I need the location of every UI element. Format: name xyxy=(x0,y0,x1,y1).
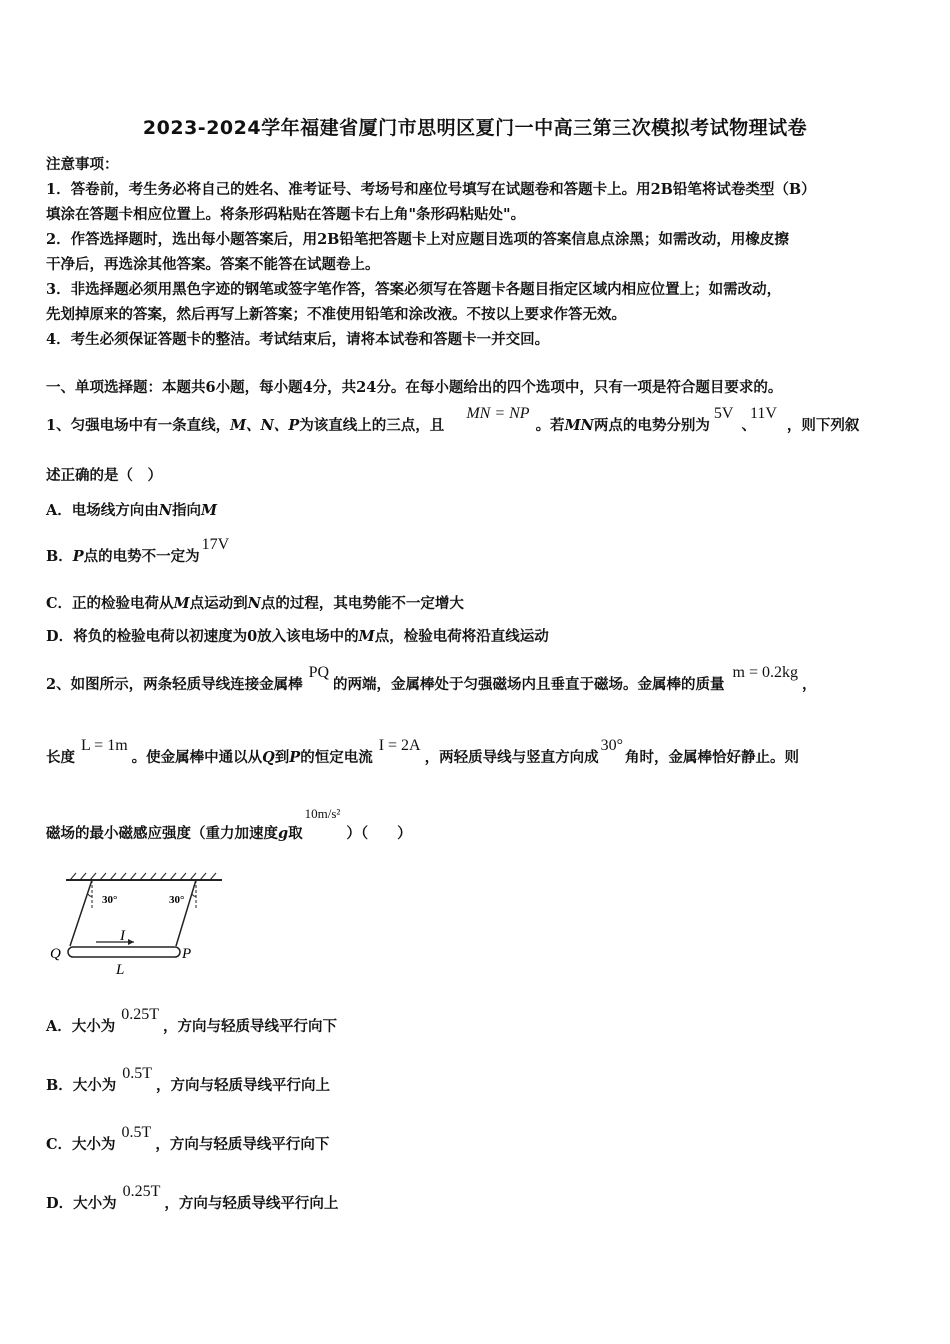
label-i: I xyxy=(120,928,125,944)
question-2-stem-cont2: 磁场的最小磁感应强度（重力加速度g取10m/s²）（ ） xyxy=(46,806,412,842)
q2-option-a-value: 0.25T xyxy=(121,1006,160,1023)
q1-option-b-value: 17V xyxy=(201,536,230,553)
q1-text: 、 xyxy=(741,417,756,434)
q1-text: 1、匀强电场中有一条直线， xyxy=(46,417,231,434)
q2-option-b: B．大小为0.5T，方向与轻质导线平行向上 xyxy=(46,1065,331,1094)
left-angle-arc xyxy=(88,894,92,896)
section-heading: 一、单项选择题：本题共6小题，每小题4分，共24分。在每小题给出的四个选项中，只有一项是符合题目要求的。 xyxy=(46,379,783,396)
notice-heading: 注意事项： xyxy=(46,156,119,173)
metal-rod xyxy=(68,947,180,957)
q2-option-c-value: 0.5T xyxy=(121,1124,152,1141)
q1-option-d: D．将负的检验电荷以初速度为0放入该电场中的M点，检验电荷将沿直线运动 xyxy=(46,628,549,645)
angle-left-label: 30° xyxy=(102,894,118,906)
q2-angle: 30° xyxy=(600,737,624,754)
angle-right-label: 30° xyxy=(169,894,185,906)
q2-option-c: C．大小为0.5T，方向与轻质导线平行向下 xyxy=(46,1124,330,1153)
q1-formula: MN = NP xyxy=(466,405,530,422)
q2-option-a: A．大小为0.25T，方向与轻质导线平行向下 xyxy=(46,1006,338,1035)
label-p: P xyxy=(182,946,192,962)
right-wire xyxy=(176,880,196,946)
question-1-stem-cont: 述正确的是（ ） xyxy=(46,467,162,484)
q2-current: I = 2A xyxy=(378,737,421,754)
notice-line: 2．作答选择题时，选出每小题答案后，用2B铅笔把答题卡上对应题目选项的答案信息点涂黑；如需改动，用橡皮擦 xyxy=(46,231,789,248)
notice-line: 干净后，再选涂其他答案。答案不能答在试题卷上。 xyxy=(46,256,380,273)
q1-points: M、N、P xyxy=(230,417,300,434)
q1-potential-n: 11V xyxy=(749,405,777,422)
q2-option-d: D．大小为0.25T，方向与轻质导线平行向上 xyxy=(46,1183,339,1212)
q2-option-b-value: 0.5T xyxy=(122,1065,153,1082)
question-2-stem-cont: 长度L = 1m。使金属棒中通以从Q到P的恒定电流I = 2A，两轻质导线与竖直方向成30°角时，金属棒恰好静止。则 xyxy=(46,737,800,766)
notice-line: 先划掉原来的答案，然后再写上新答案；不准使用铅笔和涂改液。不按以上要求作答无效。 xyxy=(46,306,626,323)
label-l: L xyxy=(116,962,125,978)
notice-line: 填涂在答题卡相应位置上。将条形码粘贴在答题卡右上角"条形码粘贴处"。 xyxy=(46,206,526,223)
q2-rod-label: PQ xyxy=(308,664,330,681)
q1-option-a: A．电场线方向由N指向M xyxy=(46,502,218,519)
q2-length: L = 1m xyxy=(81,737,128,754)
q1-text: 两点的电势分别为 xyxy=(593,417,710,434)
q1-potential-m: 5V xyxy=(713,405,734,422)
q1-option-b: B．P点的电势不一定为17V xyxy=(46,536,230,565)
rod-figure xyxy=(44,870,234,980)
left-wire xyxy=(70,880,92,946)
label-q: Q xyxy=(50,946,61,962)
q2-gravity: 10m/s² xyxy=(304,806,341,821)
question-2-stem: 2、如图所示，两条轻质导线连接金属棒PQ的两端，金属棒处于匀强磁场内且垂直于磁场。金属棒的质量m = 0.2kg， xyxy=(46,664,817,693)
right-angle-arc xyxy=(192,894,196,896)
ceiling-hatch xyxy=(70,873,216,880)
q1-text: 为该直线上的三点，且 xyxy=(299,417,445,434)
q2-option-d-value: 0.25T xyxy=(122,1183,161,1200)
q2-mass: m = 0.2kg xyxy=(732,664,799,681)
question-1-stem xyxy=(46,405,860,435)
notice-line: 1．答卷前，考生务必将自己的姓名、准考证号、考场号和座位号填写在试题卷和答题卡上。用2B铅笔将试卷类型（B） xyxy=(46,181,816,198)
q1-text: ，则下列叙 xyxy=(786,417,860,434)
notice-line: 4．考生必须保证答题卡的整洁。考试结束后，请将本试卷和答题卡一并交回。 xyxy=(46,331,550,348)
q1-text: 。若 xyxy=(535,417,565,434)
current-arrowhead xyxy=(128,939,134,945)
q1-text: MN xyxy=(564,417,594,434)
page-title: 2023-2024学年福建省厦门市思明区夏门一中高三第三次模拟考试物理试卷 xyxy=(142,117,808,139)
q1-option-c: C．正的检验电荷从M点运动到N点的过程，其电势能不一定增大 xyxy=(46,595,464,612)
notice-line: 3．非选择题必须用黑色字迹的钢笔或签字笔作答，答案必须写在答题卡各题目指定区域内相应位置上；如需改动， xyxy=(46,281,782,298)
